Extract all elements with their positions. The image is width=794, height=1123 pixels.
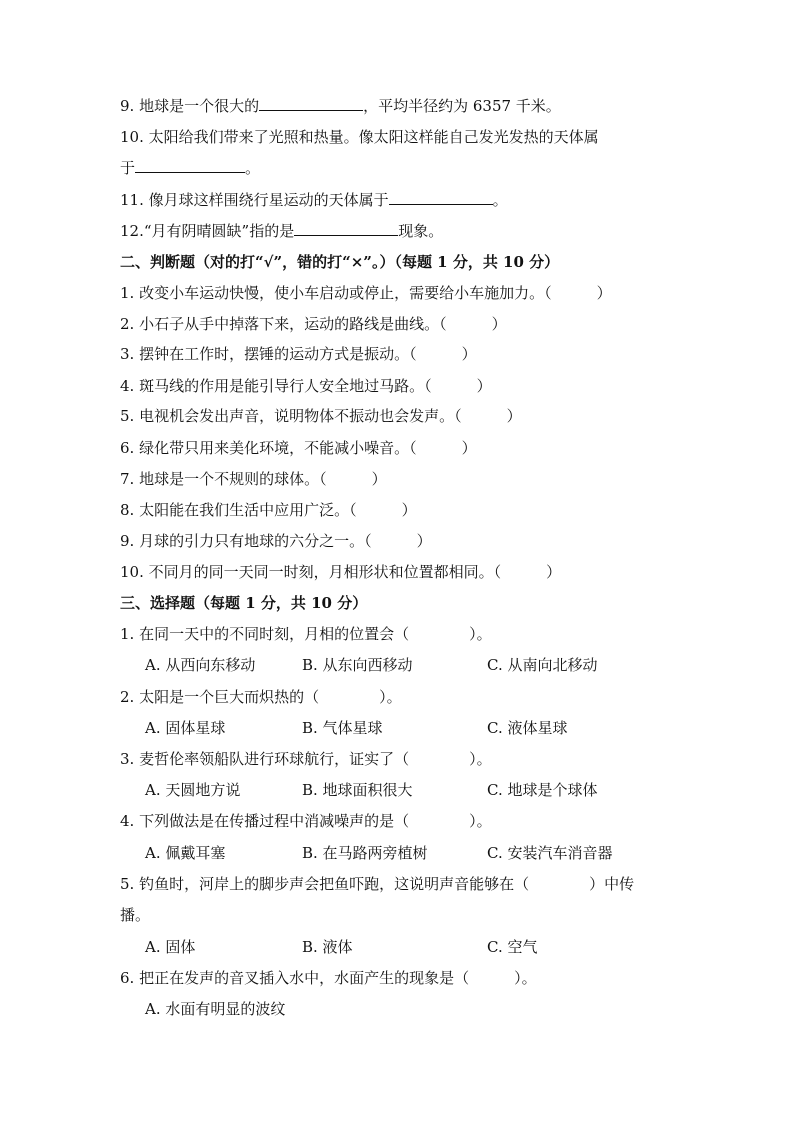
judge-item: 7. 地球是一个不规则的球体。（ ）	[120, 470, 387, 488]
choice-option[interactable]: C. 空气	[487, 938, 538, 956]
choice-option[interactable]: C. 从南向北移动	[487, 656, 598, 674]
choice-question-continued: 播。	[120, 906, 151, 924]
fill-question-10-line1: 10. 太阳给我们带来了光照和热量。像太阳这样能自己发光发热的天体属	[120, 128, 599, 146]
choice-option[interactable]: B. 气体星球	[302, 719, 383, 737]
answer-blank[interactable]	[135, 158, 245, 173]
choice-option[interactable]: B. 地球面积很大	[302, 781, 413, 799]
fill-question-12: 12.“月有阴晴圆缺”指的是 现象。	[120, 222, 444, 240]
choice-option[interactable]: A. 佩戴耳塞	[145, 844, 226, 862]
answer-blank[interactable]	[389, 190, 493, 205]
choice-option[interactable]: A. 水面有明显的波纹	[145, 1000, 286, 1018]
answer-blank[interactable]	[294, 221, 398, 236]
choice-option[interactable]: A. 天圆地方说	[145, 781, 241, 799]
choice-question: 1. 在同一天中的不同时刻，月相的位置会（ ）。	[120, 625, 492, 643]
judge-item: 10. 不同月的同一天同一时刻，月相形状和位置都相同。（ ）	[120, 563, 562, 581]
section-title-choice: 三、选择题（每题 1 分，共 10 分）	[120, 594, 368, 612]
fill-question-9: 9. 地球是一个很大的 ，平均半径约为 6357 千米。	[120, 97, 561, 115]
judge-item: 2. 小石子从手中掉落下来，运动的路线是曲线。（ ）	[120, 315, 507, 333]
choice-option[interactable]: C. 地球是个球体	[487, 781, 598, 799]
section-title-judgement: 二、判断题（对的打“√”，错的打“×”。）（每题 1 分，共 10 分）	[120, 253, 560, 271]
choice-question: 5. 钓鱼时，河岸上的脚步声会把鱼吓跑，这说明声音能够在（ ）中传	[120, 875, 635, 893]
choice-option[interactable]: B. 液体	[302, 938, 353, 956]
choice-option[interactable]: B. 从东向西移动	[302, 656, 413, 674]
judge-item: 9. 月球的引力只有地球的六分之一。（ ）	[120, 532, 432, 550]
fill-question-10-line2: 于 。	[120, 159, 261, 177]
choice-question: 2. 太阳是一个巨大而炽热的（ ）。	[120, 688, 402, 706]
choice-option[interactable]: C. 安装汽车消音器	[487, 844, 613, 862]
choice-option[interactable]: A. 从西向东移动	[145, 656, 256, 674]
choice-option[interactable]: B. 在马路两旁植树	[302, 844, 428, 862]
fill-question-11: 11. 像月球这样围绕行星运动的天体属于 。	[120, 191, 508, 209]
answer-blank[interactable]	[259, 96, 363, 111]
choice-question: 3. 麦哲伦率领船队进行环球航行，证实了（ ）。	[120, 750, 492, 768]
judge-item: 1. 改变小车运动快慢，使小车启动或停止，需要给小车施加力。（ ）	[120, 284, 612, 302]
judge-item: 8. 太阳能在我们生活中应用广泛。（ ）	[120, 501, 417, 519]
judge-item: 4. 斑马线的作用是能引导行人安全地过马路。（ ）	[120, 377, 492, 395]
choice-question: 4. 下列做法是在传播过程中消减噪声的是（ ）。	[120, 812, 492, 830]
choice-option[interactable]: C. 液体星球	[487, 719, 568, 737]
choice-option[interactable]: A. 固体	[145, 938, 196, 956]
choice-option[interactable]: A. 固体星球	[145, 719, 226, 737]
choice-question: 6. 把正在发声的音叉插入水中，水面产生的现象是（ ）。	[120, 969, 537, 987]
judge-item: 5. 电视机会发出声音，说明物体不振动也会发声。（ ）	[120, 407, 522, 425]
judge-item: 6. 绿化带只用来美化环境，不能减小噪音。（ ）	[120, 439, 477, 457]
judge-item: 3. 摆钟在工作时，摆锤的运动方式是振动。（ ）	[120, 345, 477, 363]
